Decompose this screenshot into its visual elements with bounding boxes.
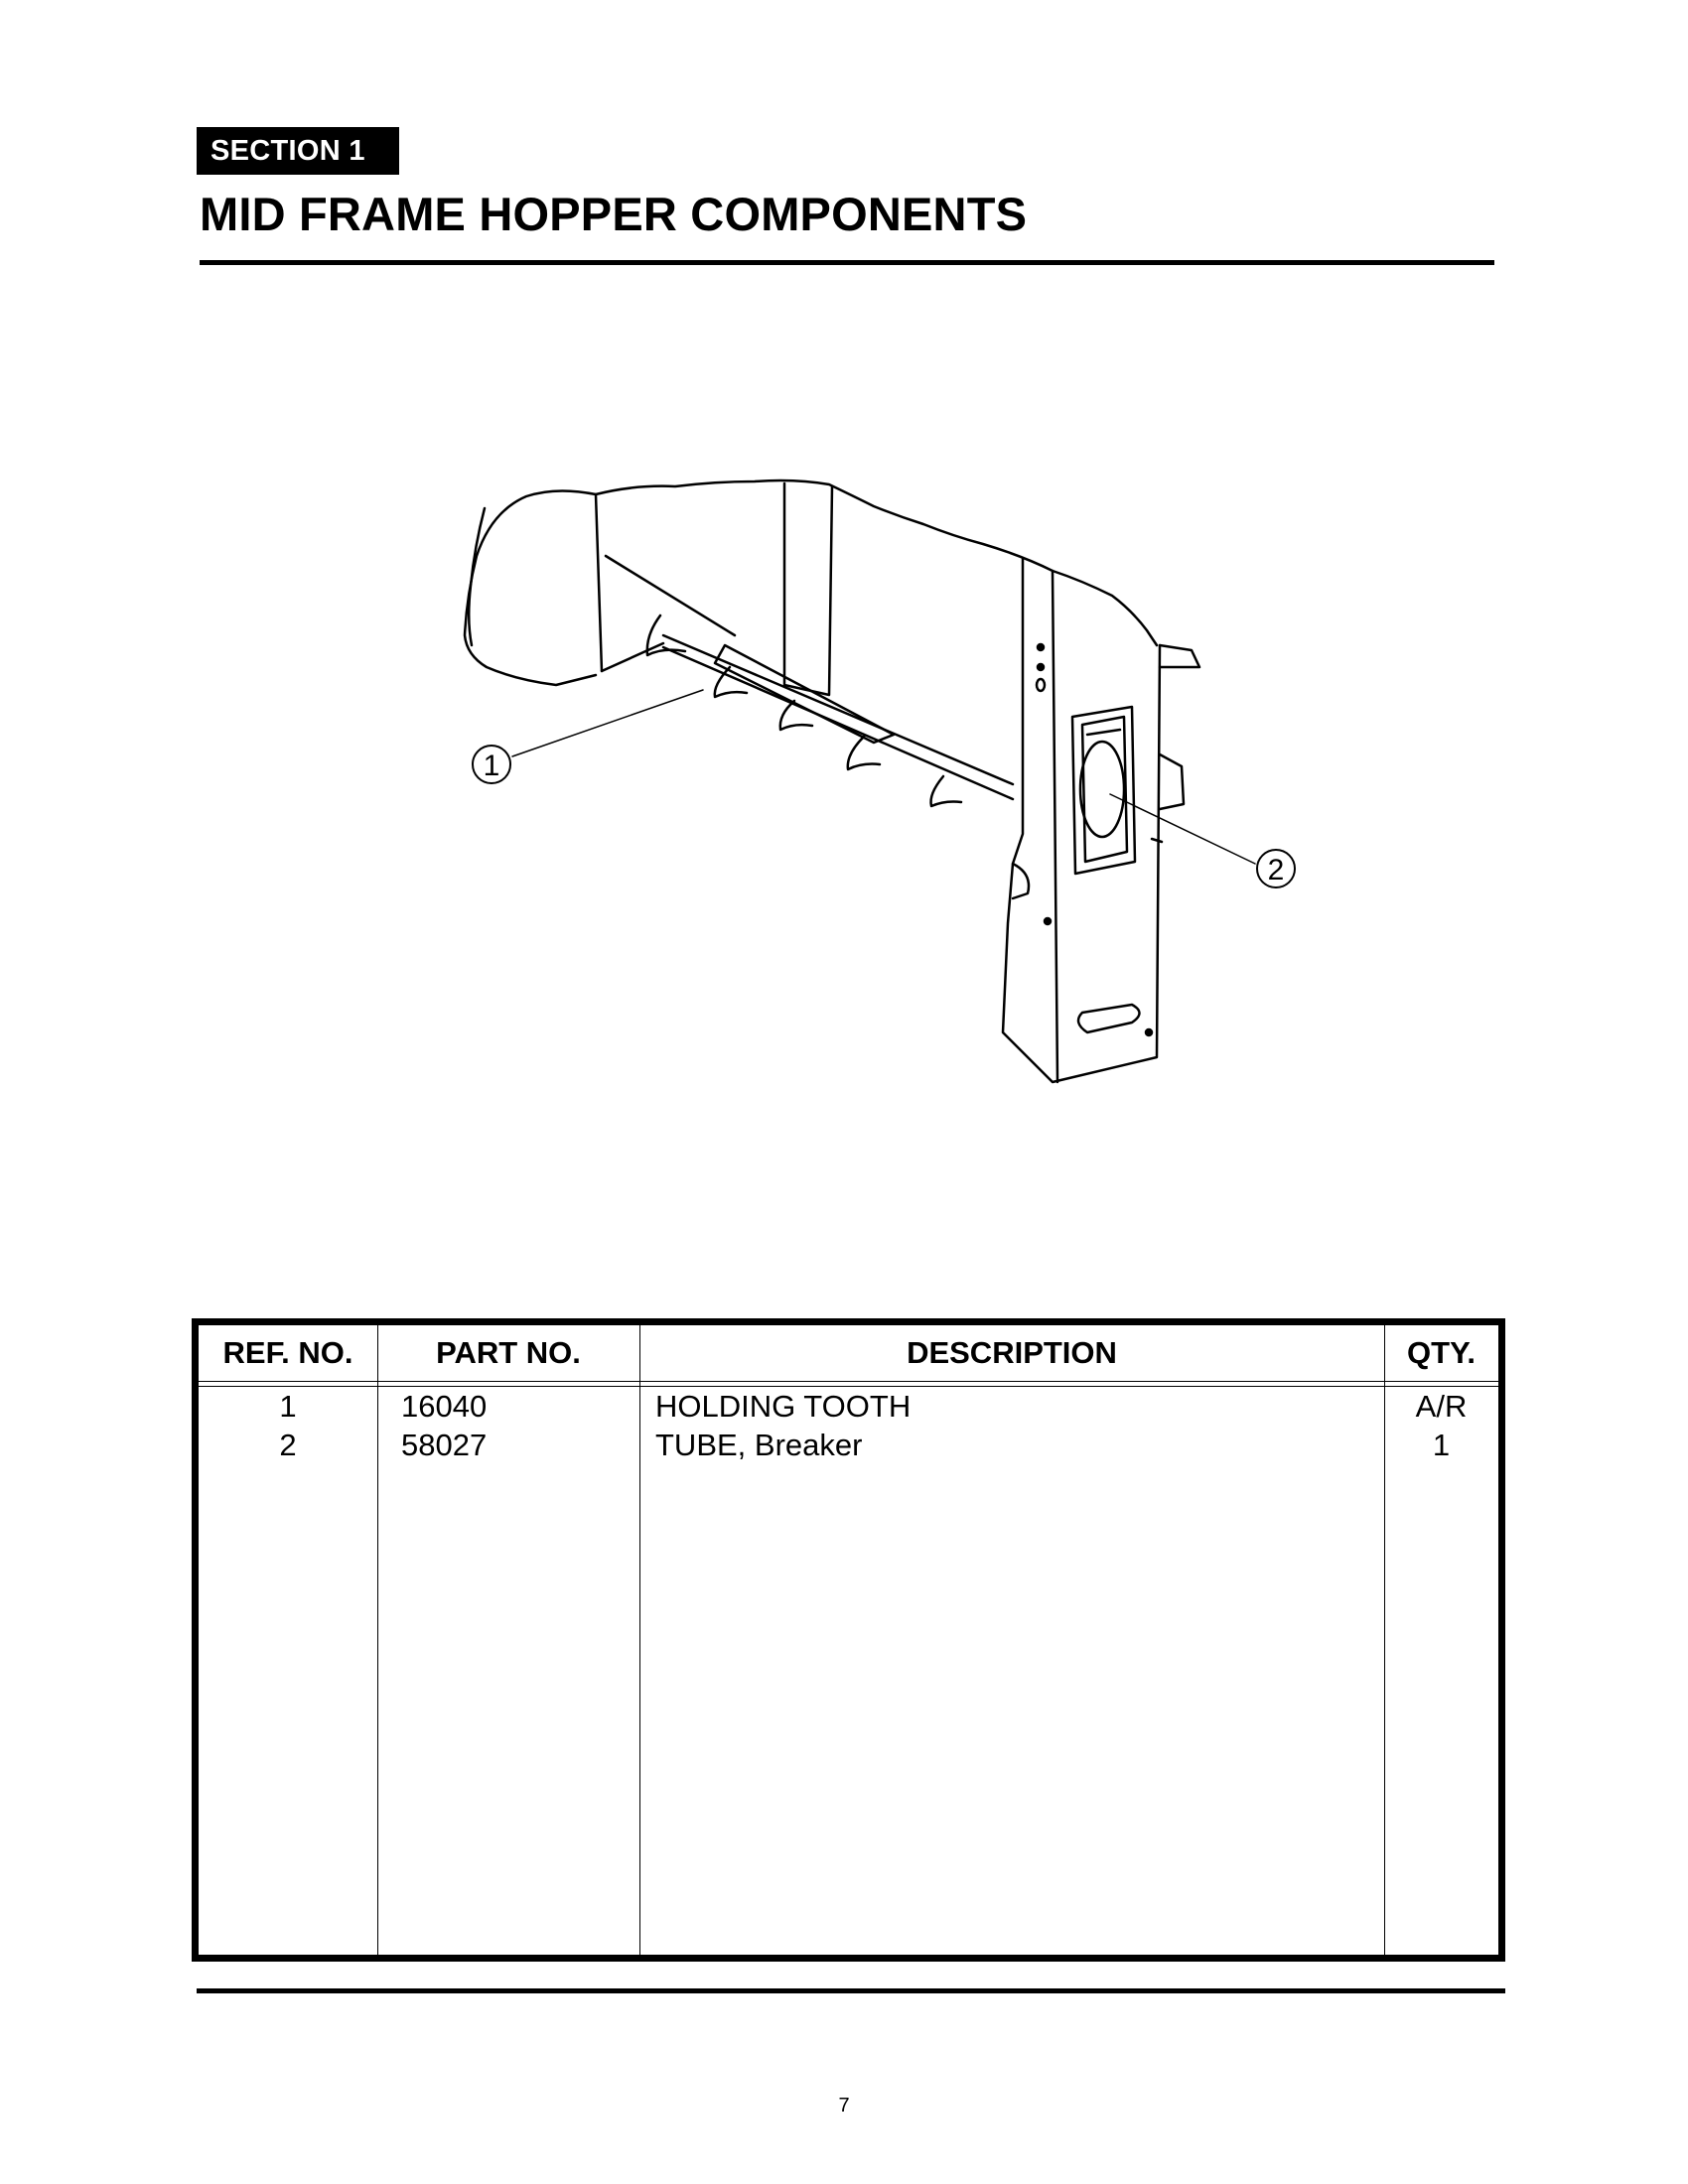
header-ref-no: REF. NO. bbox=[222, 1335, 353, 1370]
header-qty: QTY. bbox=[1407, 1335, 1476, 1370]
vertical-post bbox=[784, 483, 832, 695]
row-1-ref: 1 bbox=[279, 1389, 297, 1424]
leader-line-1 bbox=[512, 690, 703, 756]
section-tag: SECTION 1 bbox=[197, 127, 399, 175]
lower-slot bbox=[1078, 1005, 1140, 1032]
side-frame bbox=[1003, 558, 1160, 1082]
column-divider bbox=[377, 1325, 378, 1955]
header-rule bbox=[199, 1386, 1498, 1387]
callout-1-label: 1 bbox=[483, 750, 500, 782]
callout-2 bbox=[1257, 850, 1295, 887]
page-title: MID FRAME HOPPER COMPONENTS bbox=[200, 188, 1028, 240]
footer-divider bbox=[197, 1988, 1505, 1993]
page-number: 7 bbox=[838, 2095, 850, 2116]
hopper-illustration bbox=[437, 457, 1331, 1122]
column-divider bbox=[639, 1325, 640, 1955]
header-description: DESCRIPTION bbox=[907, 1335, 1117, 1370]
row-1-part: 16040 bbox=[401, 1389, 488, 1424]
callout-2-label: 2 bbox=[1267, 854, 1285, 887]
parts-table bbox=[192, 1318, 1505, 1962]
row-1-description: HOLDING TOOTH bbox=[655, 1389, 912, 1424]
header-rule bbox=[199, 1381, 1498, 1382]
row-2-description: TUBE, Breaker bbox=[655, 1428, 863, 1462]
row-1-qty: A/R bbox=[1415, 1389, 1468, 1424]
row-2-ref: 2 bbox=[279, 1428, 297, 1462]
header-part-no: PART NO. bbox=[436, 1335, 581, 1370]
row-2-qty: 1 bbox=[1432, 1428, 1451, 1462]
holding-tooth bbox=[931, 776, 962, 806]
callout-1 bbox=[473, 746, 510, 783]
row-2-part: 58027 bbox=[401, 1428, 488, 1462]
title-divider bbox=[200, 260, 1494, 265]
